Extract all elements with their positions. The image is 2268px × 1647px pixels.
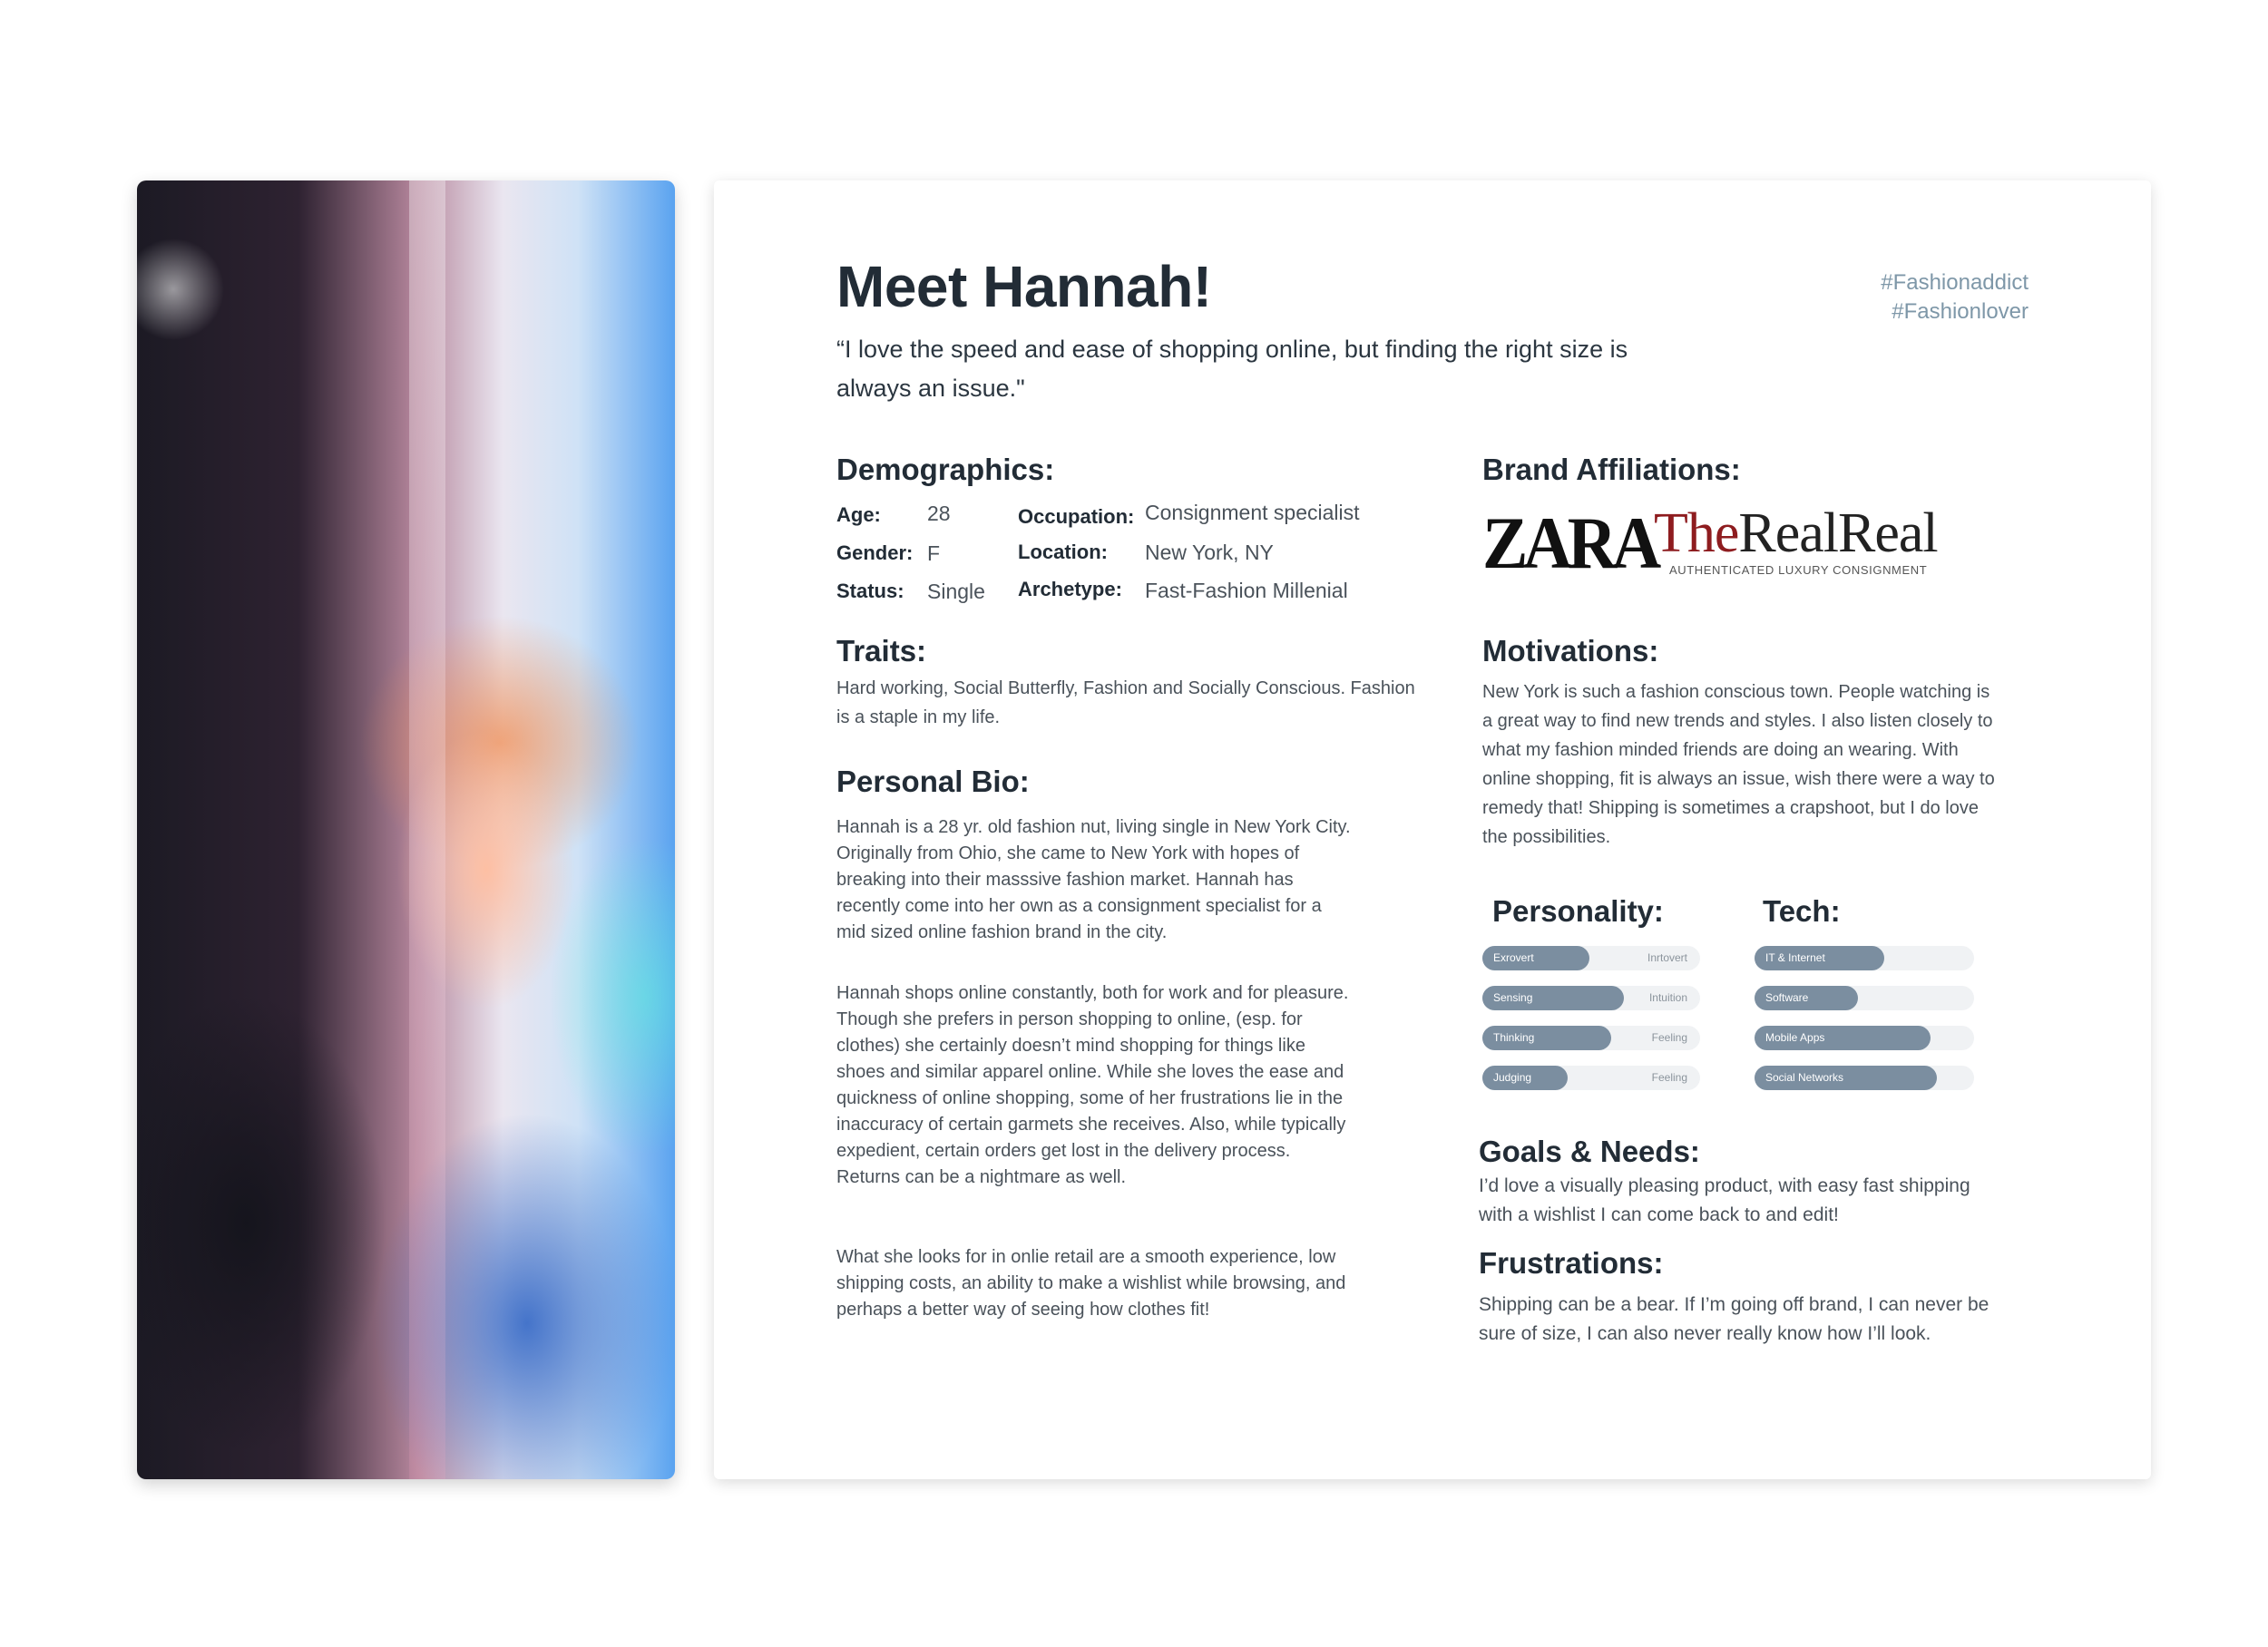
personality-bar bbox=[1482, 946, 1700, 970]
personality-bar-label: Sensing bbox=[1493, 991, 1533, 1004]
bio-paragraph-3: What she looks for in onlie retail are a smooth experience, low shipping costs, an ability to make a wishlist while browsing, and perhaps a better way of seeing how clothes fit! bbox=[836, 1247, 1346, 1320]
tech-bar-label: Software bbox=[1765, 991, 1809, 1004]
occupation-value: Consignment specialist bbox=[1145, 501, 1360, 524]
tech-bar-label: Social Networks bbox=[1765, 1071, 1844, 1084]
personality-bar-label: Thinking bbox=[1493, 1031, 1535, 1044]
status-label: Status: bbox=[836, 580, 904, 602]
bio-paragraph-1: Hannah is a 28 yr. old fashion nut, living single in New York City. Originally from Ohio, she came to New York with hopes of breaking into their masssive fashion market. Hannah has recently come into her own as a consignment specialist for a mid sized online fashion brand in the city. bbox=[836, 817, 1351, 942]
realreal-logo-name: RealReal bbox=[1738, 502, 1938, 564]
photo-door-frame bbox=[409, 180, 445, 1479]
realreal-logo bbox=[1654, 502, 1938, 566]
motivations-text: New York is such a fashion conscious town. People watching is a great way to find new trends and styles. I also listen closely to what my fashion minded friends are doing an wearing. With online shopping, fit is always an issue, wish there were a way to remedy that! Shipping is sometimes a crapshoot, but I do love the possibilities. bbox=[1482, 682, 1995, 847]
age-label: Age: bbox=[836, 503, 881, 526]
persona-quote: “I love the speed and ease of shopping online, but finding the right size is always an issue." bbox=[836, 336, 1628, 402]
age-value: 28 bbox=[927, 502, 951, 525]
brands-heading: Brand Affiliations: bbox=[1482, 453, 1741, 486]
status-value: Single bbox=[927, 580, 985, 603]
personality-bar-opposite-label: Feeling bbox=[1651, 1071, 1687, 1084]
personality-bar bbox=[1482, 986, 1700, 1010]
location-label: Location: bbox=[1018, 541, 1108, 563]
tech-bar bbox=[1755, 946, 1974, 970]
persona-photo bbox=[137, 180, 675, 1479]
tech-bar bbox=[1755, 1026, 1974, 1050]
tech-heading: Tech: bbox=[1763, 894, 1841, 928]
archetype-label: Archetype: bbox=[1018, 578, 1122, 600]
bio-paragraph-2: Hannah shops online constantly, both for work and for pleasure. Though she prefers in person shopping to online, (esp. for clothes) she certainly doesn’t mind shopping for things like shoes and similar apparel online. While she loves the ease and quickness of online shopping, some of her frustrations lie in the inaccuracy of certain garmets she receives. Also, while typically expedient, certain orders get lost in the delivery process. Returns can be a nightmare as well. bbox=[836, 983, 1349, 1187]
motivations-heading: Motivations: bbox=[1482, 634, 1659, 668]
goals-heading: Goals & Needs: bbox=[1479, 1135, 1700, 1168]
personality-bar-opposite-label: Feeling bbox=[1651, 1031, 1687, 1044]
personality-bar-opposite-label: Intuition bbox=[1648, 991, 1687, 1004]
hashtags bbox=[1881, 268, 2028, 326]
traits-text: Hard working, Social Butterfly, Fashion and Socially Conscious. Fashion is a staple in my life. bbox=[836, 678, 1415, 727]
persona-card bbox=[714, 180, 2151, 1479]
tech-bar-label: Mobile Apps bbox=[1765, 1031, 1825, 1044]
personality-bar-label: Exrovert bbox=[1493, 951, 1534, 964]
realreal-logo-the: The bbox=[1654, 502, 1739, 564]
frustrations-text: Shipping can be a bear. If I’m going off brand, I can never be sure of size, I can also never really know how I’ll look. bbox=[1479, 1294, 1989, 1344]
traits-heading: Traits: bbox=[836, 634, 927, 668]
gender-value: F bbox=[927, 541, 941, 565]
tech-bar-label: IT & Internet bbox=[1765, 951, 1825, 964]
frustrations-heading: Frustrations: bbox=[1479, 1246, 1664, 1280]
personality-bar bbox=[1482, 1026, 1700, 1050]
gender-label: Gender: bbox=[836, 541, 914, 564]
personality-heading: Personality: bbox=[1492, 894, 1664, 928]
personality-bar-opposite-label: Inrtovert bbox=[1647, 951, 1687, 964]
demographics-heading: Demographics: bbox=[836, 453, 1055, 486]
bio-heading: Personal Bio: bbox=[836, 765, 1030, 798]
hashtag: #Fashionaddict bbox=[1881, 270, 2028, 295]
occupation-label: Occupation: bbox=[1018, 505, 1135, 528]
personality-bar-label: Judging bbox=[1493, 1071, 1532, 1084]
archetype-value: Fast-Fashion Millenial bbox=[1145, 579, 1348, 602]
zara-logo: ZARA bbox=[1482, 502, 1657, 584]
location-value: New York, NY bbox=[1145, 541, 1274, 564]
tech-bar bbox=[1755, 1066, 1974, 1090]
personality-bar bbox=[1482, 1066, 1700, 1090]
realreal-tagline: AUTHENTICATED LUXURY CONSIGNMENT bbox=[1669, 563, 1928, 577]
page-title: Meet Hannah! bbox=[836, 254, 1212, 319]
goals-text: I’d love a visually pleasing product, with easy fast shipping with a wishlist I can come back to and edit! bbox=[1479, 1175, 1970, 1225]
tech-bar bbox=[1755, 986, 1974, 1010]
hashtag: #Fashionlover bbox=[1892, 299, 2028, 324]
